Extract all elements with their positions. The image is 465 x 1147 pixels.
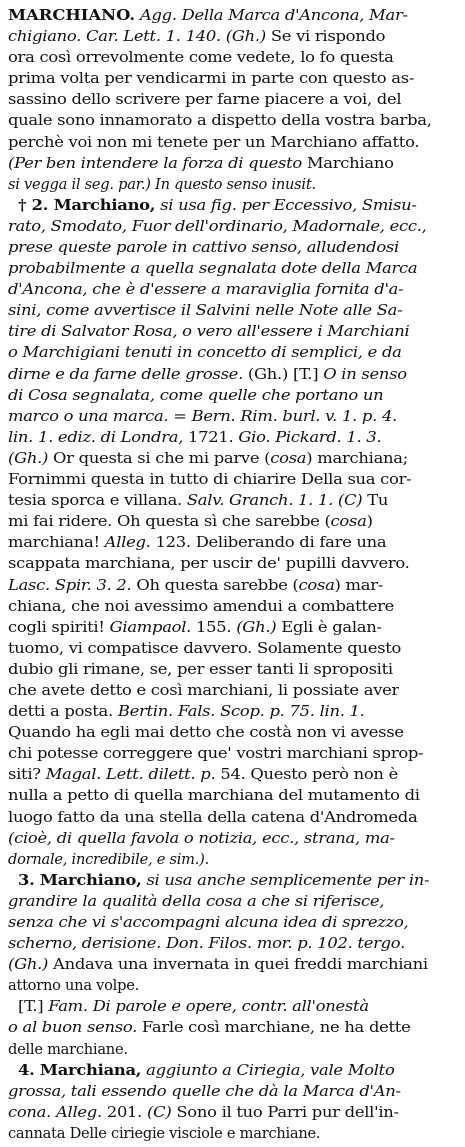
text-segment: Alleg. [51,1103,102,1121]
text-segment: Se vi rispondo [265,28,386,46]
text-segment: (Gh.) [8,449,49,467]
text-segment: nulla a petto di quella marchiana del mutamento di [8,787,420,805]
text-segment: (Gh.) [T.] [243,365,324,383]
text-segment: Lasc. Spir. 3. 2. [8,576,132,594]
text-segment: 155. [191,618,232,636]
text-segment: probabilmente a quella segnalata dote della Marca [8,260,418,278]
text-segment: scherno, derisione. Don. Filos. mor. p. 102. tergo. [8,935,406,953]
text-segment: cosa [270,449,307,467]
text-segment: cannata Delle ciriegie visciole e marchiane. [8,1124,321,1142]
text-segment: Bertin. Fals. Scop. p. 75. lin. 1. [112,703,365,721]
text-segment: chiana, che noi avessimo amendui a combattere [8,597,395,615]
text-segment: † 2. [18,196,54,214]
text-segment: Tu [362,492,389,510]
text-segment: O in senso [323,365,407,383]
text-segment: (C) [142,1103,172,1121]
text-segment: senza che vi s'accompagni alcuna idea di sprezzo, [8,913,409,931]
text-segment: Or questa si che mi parve ( [48,449,271,467]
text-segment: Sono il tuo Parri pur dell'in- [171,1103,399,1121]
text-segment: si usa fig. per Eccessivo, Smisu- [155,196,417,214]
text-segment: prese queste parole in cattivo senso, alludendosi [8,239,399,257]
dictionary-page [8,4,457,1143]
text-segment: Salv. Granch. 1. 1. (C) [181,492,363,510]
text-segment: dirne e da farne delle grosse. [8,365,244,383]
text-segment: Fornimmi questa in tutto di chiarire Della sua cor- [8,471,412,489]
text-segment: siti? [8,766,41,784]
text-segment: (cioè, di quella favola o notizia, ecc., strana, ma- [8,829,395,847]
text-segment: d'Ancona, che è d'essere a maraviglia fornita d'a- [8,281,404,299]
text-segment: che avete detto e così marchiani, li possiate aver [8,681,400,699]
text-segment: sini, come avvertisce il Salvini nelle Note alle Sa- [8,302,403,320]
text-line [8,1122,320,1146]
text-segment: cosa [330,513,367,531]
text-segment: di Cosa segnalata, come quelle che portano un [8,386,384,404]
text-segment: sassino dello scrivere per farne piacere a voi, del [8,91,402,109]
text-segment: chigiano. Car. Lett. 1. 140. (Gh.) [8,28,266,46]
text-segment: lin. 1. ediz. di Londra, [8,428,184,446]
text-segment: rato, Smodato, Fuor dell'ordinario, Madornale, ecc., [8,217,427,235]
text-segment: (Per ben intendere la forza di questo [8,154,302,172]
text-segment: o al buon senso. [8,1019,138,1037]
text-segment: scappata marchiana, per uscir de' pupilli davvero. [8,555,410,573]
text-segment: Fam. Di parole e opere, contr. all'onestà [48,998,369,1016]
text-segment: detti a posta. [8,703,113,721]
text-segment: si vegga il seg. par.) In questo senso inusit. [8,175,316,193]
text-segment: (Gh.) [231,618,277,636]
text-segment: Giampaol. [104,618,192,636]
text-segment: Farle così marchiane, ne ha dette [137,1019,411,1037]
text-segment: o Marchigiani tenuti in concetto di semplici, e da [8,344,402,362]
text-segment: tesia sporca e villana. [8,492,182,510]
text-segment: 201. [101,1103,143,1121]
text-segment: Egli è galan- [276,618,382,636]
text-segment: mi fai ridere. Oh questa sì che sarebbe ( [8,513,331,531]
text-segment: si usa anche semplicemente per in- [141,871,430,889]
text-segment: 123. Deliberando di fare una [150,534,387,552]
text-segment: marchiana! [8,534,100,552]
text-segment: Quando ha egli mai detto che costà non vi avesse [8,724,404,742]
text-segment: Oh questa sarebbe ( [131,576,299,594]
text-segment: aggiunto a Ciriegia, vale Molto [141,1061,395,1079]
text-segment: luogo fatto da una stella della catena d'Andromeda [8,808,418,826]
text-segment: cosa [298,576,335,594]
text-segment: ) marchiana; [306,449,408,467]
text-segment: ) [366,513,373,531]
text-segment: Marchiano [301,154,394,172]
text-segment: Magal. Lett. dilett. p. [40,766,216,784]
text-segment: Agg. Della Marca d'Ancona, Mar- [135,7,408,24]
text-segment: delle marchiane. [8,1040,128,1058]
text-segment: ora così orrevolmente come vedete, lo fo questa [8,49,394,67]
text-segment: tuomo, vi compatisce davvero. Solamente questo [8,639,402,657]
text-segment: quale sono innamorato a dispetto della vostra barba, [8,112,432,130]
text-segment: marco o una marca. = Bern. Rim. burl. v. 1. p. 4. [8,407,397,425]
text-segment: MARCHIANO. [8,7,136,24]
text-segment: dornale, incredibile, e sim.). [8,850,209,868]
text-segment: 54. Questo però non è [215,766,398,784]
text-segment: grandire la qualità della cosa a che si riferisce, [8,892,385,910]
text-segment: chi potesse correggere que' vostri marchiani sprop- [8,745,424,763]
text-segment: Gio. Pickard. 1. 3. [238,428,382,446]
text-segment: Alleg. [99,534,151,552]
text-segment: Andava una invernata in quei freddi marchiani [48,956,428,974]
text-segment: 1721. [183,428,239,446]
text-segment: tire di Salvator Rosa, o vero all'essere i Marchiani [8,323,410,341]
text-segment: [T.] [18,998,49,1016]
text-segment: grossa, tali essendo quelle che dà la Marca d'An- [8,1082,401,1100]
text-segment: dubio gli rimane, se, per esser tanti li spropositi [8,660,393,678]
text-segment: perchè voi non mi tenete per un Marchiano affatto. [8,133,420,151]
text-segment: attorno una volpe. [8,977,139,995]
text-segment: (Gh.) [8,956,49,974]
text-segment: cogli spiriti! [8,618,105,636]
text-segment: cona. [8,1103,52,1121]
text-segment: 3. Marchiano, [18,871,142,889]
text-segment: prima volta per vendicarmi in parte con questo as- [8,70,415,88]
text-segment: ) mar- [334,576,384,594]
text-segment: Marchiano, [53,196,156,214]
text-segment: 4. Marchiana, [18,1061,142,1079]
